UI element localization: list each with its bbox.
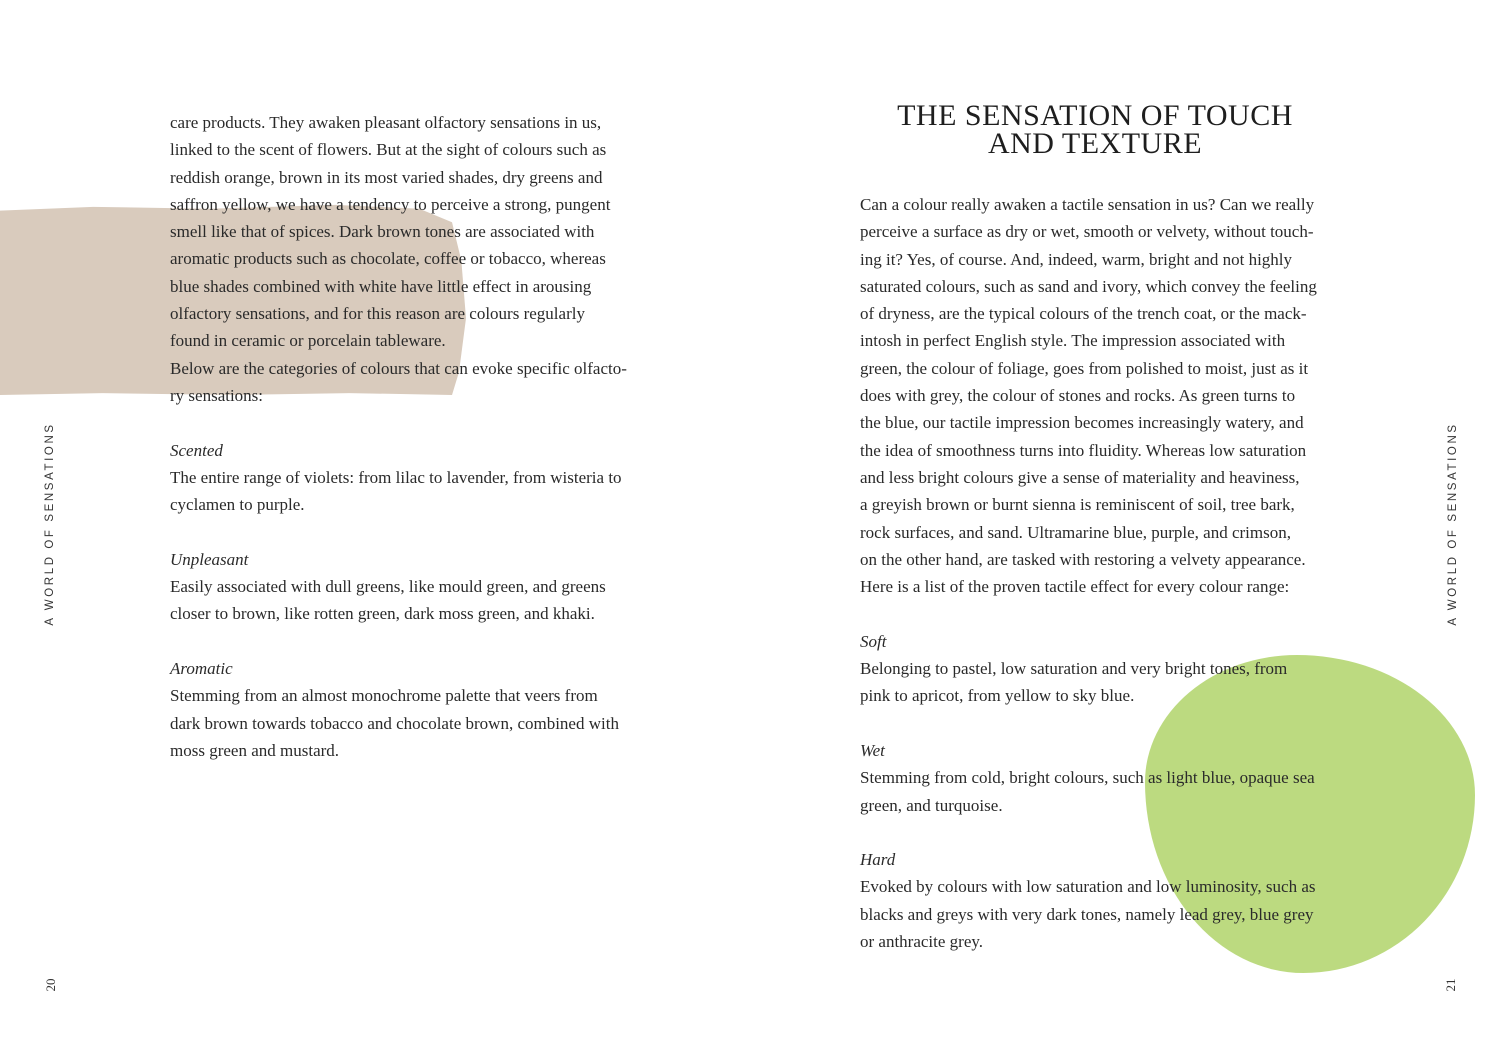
text-line: and less bright colours give a sense of materiality and heaviness, [860, 467, 1300, 487]
text-line: Evoked by colours with low saturation and low luminosity, such as [860, 877, 1316, 897]
text-line: pink to apricot, from yellow to sky blue. [860, 686, 1135, 706]
chapter-title-line: THE SENSATION OF TOUCH [897, 99, 1293, 132]
text-line: moss green and mustard. [170, 740, 340, 760]
text-line: cyclamen to purple. [170, 495, 305, 515]
text-line: does with grey, the colour of stones and rocks. As green turns to [860, 386, 1296, 406]
text-line: perceive a surface as dry or wet, smooth or velvety, without touch- [860, 222, 1314, 242]
text-line: the blue, our tactile impression becomes increasingly watery, and [860, 413, 1304, 433]
category-title: Soft [860, 631, 887, 651]
text-line: saturated colours, such as sand and ivory, which convey the feeling [860, 276, 1317, 296]
chapter-title-line: AND TEXTURE [987, 127, 1203, 160]
left-lead-in [170, 355, 640, 410]
text-line: Easily associated with dull greens, like mould green, and greens [170, 577, 606, 597]
text-line: blacks and greys with very dark tones, namely lead grey, blue grey [860, 904, 1314, 924]
text-line: or anthracite grey. [860, 932, 984, 952]
text-line: smell like that of spices. Dark brown tones are associated with [170, 222, 595, 242]
text-line: olfactory sensations, and for this reason are colours regularly [170, 304, 585, 324]
text-line: ry sensations: [170, 385, 264, 405]
category-title: Aromatic [170, 658, 233, 678]
text-line: ing it? Yes, of course. And, indeed, warm, bright and not highly [860, 249, 1293, 269]
running-head-text: A WORLD OF SENSATIONS [1447, 422, 1459, 626]
text-line: of dryness, are the typical colours of the trench coat, or the mack- [860, 304, 1307, 324]
category-unpleasant [170, 546, 640, 628]
right-intro-paragraph [860, 191, 1330, 600]
page-number-text: 21 [1443, 978, 1458, 992]
text-line: dark brown towards tobacco and chocolate brown, combined with [170, 713, 619, 733]
text-line: green, and turquoise. [860, 795, 1003, 815]
category-scented [170, 437, 640, 519]
left-intro-paragraph [170, 109, 640, 355]
text-line: the idea of smoothness turns into fluidity. Whereas low saturation [860, 440, 1307, 460]
text-line: linked to the scent of flowers. But at the sight of colours such as [170, 140, 607, 160]
text-line: a greyish brown or burnt sienna is reminiscent of soil, tree bark, [860, 495, 1295, 515]
text-line: Belonging to pastel, low saturation and very bright tones, from [860, 659, 1288, 679]
text-line: rock surfaces, and sand. Ultramarine blue, purple, and crimson, [860, 522, 1291, 542]
page-number-text: 20 [43, 978, 58, 992]
text-line: saffron yellow, we have a tendency to perceive a strong, pungent [170, 194, 611, 214]
text-line: closer to brown, like rotten green, dark moss green, and khaki. [170, 604, 595, 624]
left-text-column [170, 109, 640, 764]
text-line: blue shades combined with white have little effect in arousing [170, 276, 592, 296]
text-line: reddish orange, brown in its most varied shades, dry greens and [170, 167, 603, 187]
category-title: Scented [170, 440, 223, 460]
category-wet [860, 737, 1330, 819]
text-line: Can a colour really awaken a tactile sensation in us? Can we really [860, 195, 1315, 214]
text-line: found in ceramic or porcelain tableware. [170, 331, 446, 351]
text-line: on the other hand, are tasked with restoring a velvety appearance. [860, 549, 1306, 569]
text-line: Here is a list of the proven tactile effect for every colour range: [860, 577, 1290, 597]
category-title: Hard [860, 850, 896, 870]
text-line: care products. They awaken pleasant olfactory sensations in us, [170, 113, 602, 132]
category-aromatic [170, 655, 640, 764]
text-line: green, the colour of foliage, goes from polished to moist, just as it [860, 358, 1309, 378]
text-line: Stemming from an almost monochrome palette that veers from [170, 686, 598, 706]
category-title: Unpleasant [170, 549, 249, 569]
running-head-text: A WORLD OF SENSATIONS [44, 422, 56, 626]
text-line: aromatic products such as chocolate, coffee or tobacco, whereas [170, 249, 606, 269]
text-line: Stemming from cold, bright colours, such as light blue, opaque sea [860, 768, 1315, 788]
text-line: Below are the categories of colours that can evoke specific olfacto- [170, 358, 627, 378]
right-text-column [860, 191, 1330, 955]
category-title: Wet [860, 740, 885, 760]
category-soft [860, 628, 1330, 710]
chapter-title [860, 99, 1330, 160]
text-line: The entire range of violets: from lilac to lavender, from wisteria to [170, 467, 622, 487]
text-line: intosh in perfect English style. The impression associated with [860, 331, 1286, 351]
category-hard [860, 846, 1330, 955]
